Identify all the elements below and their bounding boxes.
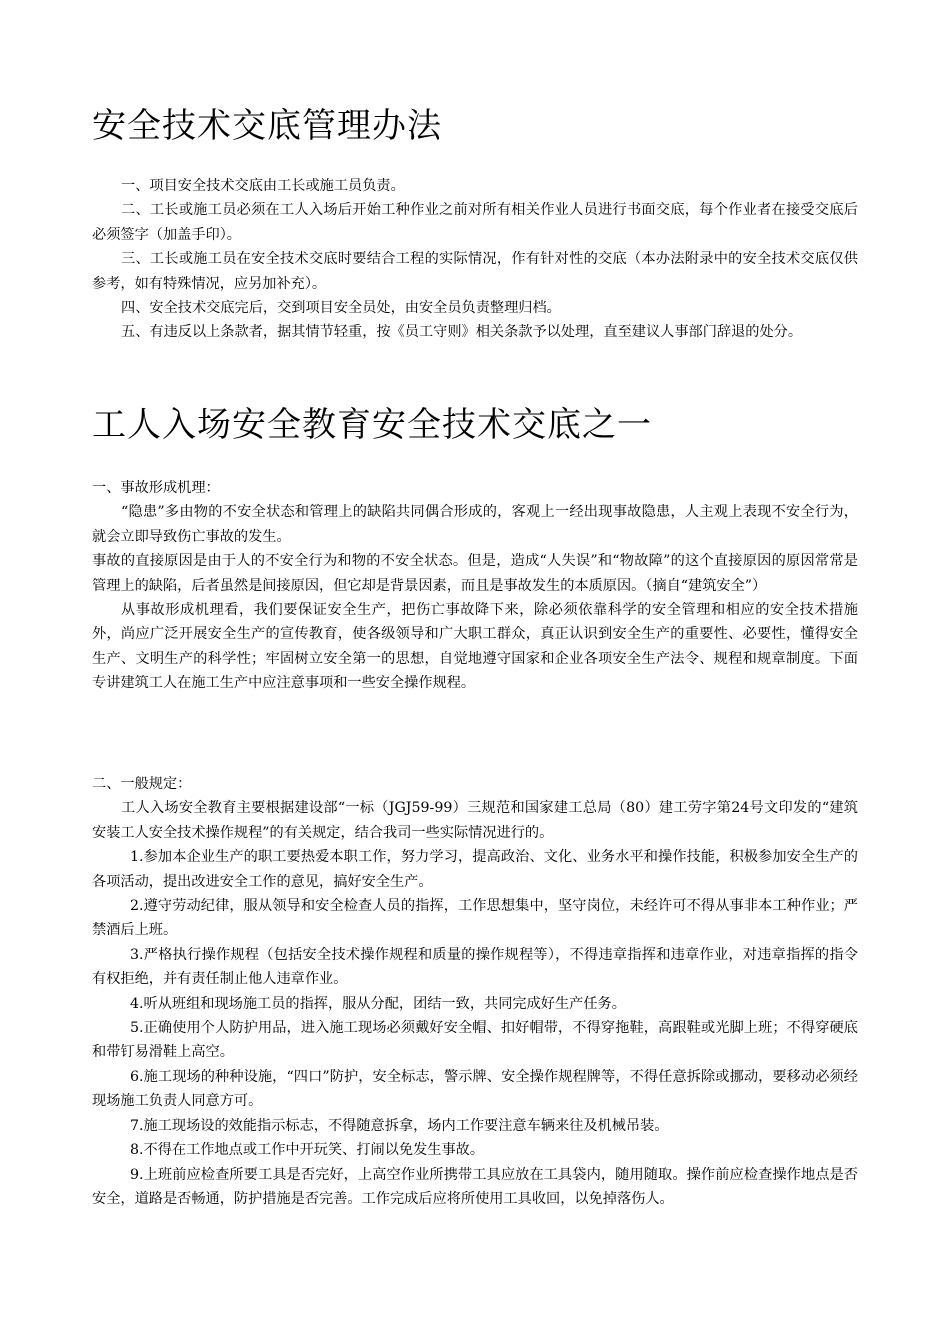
paragraph: 从事故形成机理看，我们要保证安全生产，把伤亡事故降下来，除必须依靠科学的安全管理和相应的安全技术措施外，尚应广泛开展安全生产的宣传教育，使各级领导和广大职工群众，真正认识到安全生产的重要性、必要性，懂得安全生产、文明生产的科学性；牢固树立安全第一的思想，自觉地遵守国家和企业各项安全生产法令、规程和规章制度。下面专讲建筑工人在施工生产中应注意事项和一些安全操作规程。 [92,602,858,692]
list-item: 6.施工现场的种种设施，“四口”防护，安全标志，警示牌、安全操作规程牌等，不得任意拆除或挪动，要移动必须经现场施工负责人同意方可。 [92,1068,858,1110]
document-title-safety-education: 工人入场安全教育安全技术交底之一 [92,405,652,445]
list-item: 5.正确使用个人防护用品，进入施工现场必须戴好安全帽、扣好帽带，不得穿拖鞋，高跟鞋或光脚上班；不得穿硬底和带钉易滑鞋上高空。 [92,1020,858,1061]
rule-item: 三、工长或施工员在安全技术交底时要结合工程的实际情况，作有针对性的交底（本办法附录中的安全技术交底仅供参考，如有特殊情况，应另加补充）。 [92,251,858,292]
list-item: 3.严格执行操作规程（包括安全技术操作规程和质量的操作规程等），不得违章指挥和违章作业，对违章指挥的指令有权拒绝，并有责任制止他人违章作业。 [92,946,858,988]
list-item: 1.参加本企业生产的职工要热爱本职工作，努力学习，提高政治、文化、业务水平和操作技能，积极参加安全生产的各项活动，提出改进安全工作的意见，搞好安全生产。 [92,849,858,890]
list-item: 9.上班前应检查所要工具是否完好，上高空作业所携带工具应放在工具袋内，随用随取。操作前应检查操作地点是否安全，道路是否畅通，防护措施是否完善。工作完成后应将所使用工具收回，以免掉落伤人。 [92,1166,858,1207]
rule-item: 五、有违反以上条款者，据其情节轻重，按《员工守则》相关条款予以处理，直至建议人事部门辞退的处分。 [121,324,803,341]
document-title-management-rules: 安全技术交底管理办法 [92,106,442,146]
list-item: 7.施工现场设的效能指示标志，不得随意拆拿，场内工作要注意车辆来往及机械吊装。 [130,1117,669,1134]
list-item: 8.不得在工作地点或工作中开玩笑、打闹以免发生事故。 [130,1142,485,1159]
paragraph: 工人入场安全教育主要根据建设部“一标（JGJ59-99）三规范和国家建工总局（80）建工劳字第24号文印发的“建筑安装工人安全技术操作规程”的有关规定，结合我司一些实际情况进行的。 [92,800,858,841]
list-item: 2.遵守劳动纪律，服从领导和安全检查人员的指挥，工作思想集中，坚守岗位，未经许可不得从事非本工种作业；严禁酒后上班。 [92,898,858,939]
rule-item: 二、工长或施工员必须在工人入场后开始工种作业之前对所有相关作业人员进行书面交底，每个作业者在接受交底后必须签字（加盖手印）。 [92,202,858,243]
section-heading: 一、事故形成机理： [92,480,220,496]
section-heading: 二、一般规定： [92,776,192,792]
section-accident-mechanism [92,476,858,696]
rule-item: 一、项目安全技术交底由工长或施工员负责。 [121,178,405,194]
paragraph: 事故的直接原因是由于人的不安全行为和物的不安全状态。但是，造成“人失误”和“物故障”的这个直接原因的原因常常是管理上的缺陷，后者虽然是间接原因，但它却是背景因素，而且是事故发生的本质原因。（摘自“建筑安全”） [92,553,858,594]
section-general-rules [92,772,858,1211]
list-item: 4.听从班组和现场施工员的指挥，服从分配，团结一致，共同完成好生产任务。 [130,995,626,1012]
rule-item: 四、安全技术交底完后，交到项目安全员处，由安全员负责整理归档。 [121,300,561,317]
paragraph: “隐患”多由物的不安全状态和管理上的缺陷共同偶合形成的，客观上一经出现事故隐患，人主观上表现不安全行为，就会立即导致伤亡事故的发生。 [92,504,858,545]
management-rules-list [92,174,858,345]
